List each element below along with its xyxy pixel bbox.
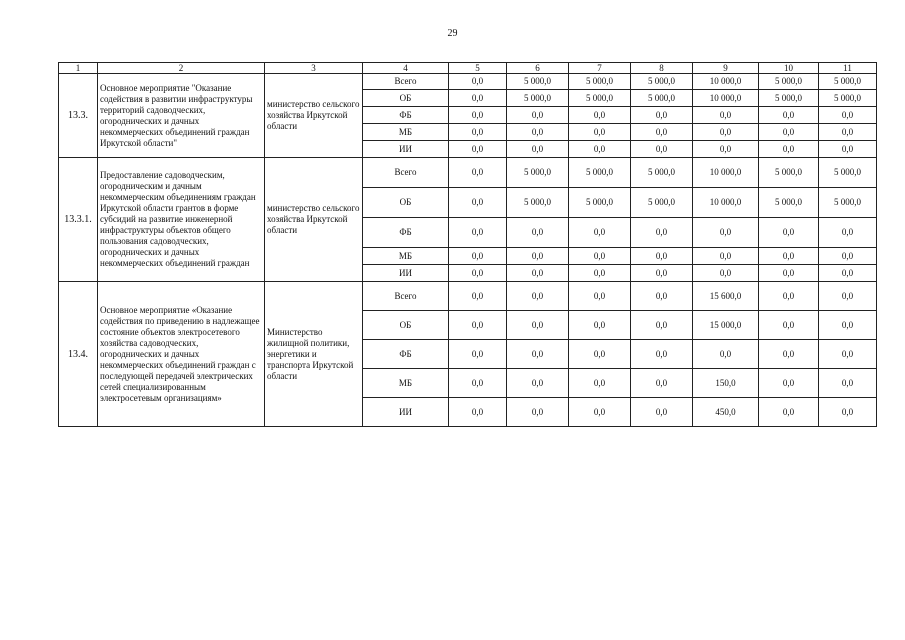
- funding-value: 0,0: [449, 248, 507, 265]
- funding-value: 0,0: [569, 124, 631, 141]
- funding-value: 0,0: [631, 124, 693, 141]
- funding-source: ОБ: [363, 311, 449, 340]
- funding-value: 0,0: [819, 218, 877, 248]
- funding-value: 0,0: [569, 265, 631, 282]
- funding-value: 0,0: [449, 141, 507, 158]
- funding-value: 0,0: [569, 398, 631, 427]
- funding-value: 0,0: [819, 141, 877, 158]
- funding-value: 0,0: [631, 107, 693, 124]
- funding-value: 0,0: [759, 398, 819, 427]
- funding-value: 0,0: [449, 218, 507, 248]
- funding-value: 0,0: [819, 107, 877, 124]
- section-code: 13.3.: [59, 74, 98, 158]
- funding-value: 0,0: [449, 124, 507, 141]
- column-header: 4: [363, 63, 449, 74]
- column-header: 9: [693, 63, 759, 74]
- column-header: 5: [449, 63, 507, 74]
- funding-value: 0,0: [507, 340, 569, 369]
- funding-value: 0,0: [631, 282, 693, 311]
- funding-source: ИИ: [363, 141, 449, 158]
- funding-value: 0,0: [693, 218, 759, 248]
- column-header: 2: [98, 63, 265, 74]
- column-header: 1: [59, 63, 98, 74]
- funding-source: ИИ: [363, 398, 449, 427]
- funding-value: 10 000,0: [693, 90, 759, 107]
- funding-value: 0,0: [631, 398, 693, 427]
- funding-value: 5 000,0: [819, 158, 877, 188]
- column-header: 11: [819, 63, 877, 74]
- funding-value: 0,0: [759, 218, 819, 248]
- funding-value: 0,0: [759, 107, 819, 124]
- funding-value: 0,0: [631, 265, 693, 282]
- funding-value: 0,0: [449, 74, 507, 90]
- section-executor: министерство сельского хозяйства Иркутской области: [265, 74, 363, 158]
- funding-value: 0,0: [507, 282, 569, 311]
- page-number: 29: [447, 28, 458, 39]
- funding-value: 5 000,0: [507, 90, 569, 107]
- funding-value: 0,0: [569, 282, 631, 311]
- funding-value: 0,0: [569, 311, 631, 340]
- funding-value: 0,0: [819, 265, 877, 282]
- table-row: [59, 158, 877, 188]
- funding-value: 0,0: [507, 398, 569, 427]
- funding-value: 15 600,0: [693, 282, 759, 311]
- funding-value: 0,0: [819, 311, 877, 340]
- funding-source: МБ: [363, 369, 449, 398]
- funding-value: 5 000,0: [631, 158, 693, 188]
- funding-source: ФБ: [363, 107, 449, 124]
- funding-value: 0,0: [507, 141, 569, 158]
- funding-value: 0,0: [759, 282, 819, 311]
- funding-value: 0,0: [449, 265, 507, 282]
- funding-source: МБ: [363, 124, 449, 141]
- funding-value: 5 000,0: [569, 90, 631, 107]
- funding-value: 5 000,0: [631, 90, 693, 107]
- funding-value: 0,0: [693, 265, 759, 282]
- funding-value: 0,0: [569, 340, 631, 369]
- funding-value: 0,0: [693, 124, 759, 141]
- funding-value: 0,0: [693, 248, 759, 265]
- funding-source: ОБ: [363, 90, 449, 107]
- column-header: 6: [507, 63, 569, 74]
- funding-value: 0,0: [507, 248, 569, 265]
- section-code: 13.3.1.: [59, 158, 98, 282]
- funding-value: 5 000,0: [759, 158, 819, 188]
- funding-source: ФБ: [363, 340, 449, 369]
- funding-value: 0,0: [631, 311, 693, 340]
- funding-value: 0,0: [819, 340, 877, 369]
- section-code: 13.4.: [59, 282, 98, 427]
- funding-value: 0,0: [507, 311, 569, 340]
- funding-value: 0,0: [449, 90, 507, 107]
- column-header: 3: [265, 63, 363, 74]
- funding-value: 5 000,0: [569, 188, 631, 218]
- funding-value: 5 000,0: [819, 188, 877, 218]
- funding-value: 0,0: [759, 265, 819, 282]
- funding-value: 0,0: [449, 369, 507, 398]
- funding-value: 0,0: [819, 124, 877, 141]
- funding-value: 0,0: [449, 398, 507, 427]
- funding-value: 0,0: [449, 340, 507, 369]
- funding-value: 0,0: [569, 369, 631, 398]
- funding-source: Всего: [363, 282, 449, 311]
- funding-value: 0,0: [507, 107, 569, 124]
- funding-value: 5 000,0: [819, 74, 877, 90]
- funding-value: 0,0: [693, 107, 759, 124]
- funding-value: 0,0: [631, 248, 693, 265]
- funding-value: 0,0: [569, 218, 631, 248]
- funding-value: 0,0: [569, 107, 631, 124]
- funding-source: Всего: [363, 158, 449, 188]
- funding-value: 5 000,0: [569, 158, 631, 188]
- section-name: Предоставление садоводческим, огородническим и дачным некоммерческим объединениям граждан Иркутской области грантов в форме субсидий на развитие инженерной инфраструктуры объектов общего пользования садоводческих, огороднических и дачных некоммерческих объединений граждан: [98, 158, 265, 282]
- funding-value: 0,0: [759, 248, 819, 265]
- funding-value: 5 000,0: [507, 188, 569, 218]
- column-header: 10: [759, 63, 819, 74]
- funding-value: 0,0: [569, 141, 631, 158]
- funding-value: 0,0: [759, 141, 819, 158]
- section-name: Основное мероприятие "Оказание содействия в развитии инфраструктуры территорий садоводческих, огороднических и дачных некоммерческих объединений граждан Иркутской области": [98, 74, 265, 158]
- funding-value: 0,0: [449, 282, 507, 311]
- funding-value: 0,0: [819, 398, 877, 427]
- table-row: [59, 74, 877, 90]
- program-table: [58, 62, 877, 427]
- funding-source: ИИ: [363, 265, 449, 282]
- table-row: [59, 282, 877, 311]
- funding-value: 10 000,0: [693, 188, 759, 218]
- section-executor: Министерство жилищной политики, энергетики и транспорта Иркутской области: [265, 282, 363, 427]
- funding-value: 0,0: [693, 340, 759, 369]
- funding-value: 0,0: [569, 248, 631, 265]
- section-executor: министерство сельского хозяйства Иркутской области: [265, 158, 363, 282]
- funding-value: 0,0: [759, 311, 819, 340]
- funding-value: 0,0: [631, 218, 693, 248]
- funding-source: Всего: [363, 74, 449, 90]
- funding-value: 0,0: [449, 158, 507, 188]
- funding-value: 0,0: [507, 124, 569, 141]
- funding-value: 15 000,0: [693, 311, 759, 340]
- funding-value: 5 000,0: [759, 188, 819, 218]
- section-name: Основное мероприятие «Оказание содействия по приведению в надлежащее состояние объектов электросетевого хозяйства садоводческих, огороднических и дачных некоммерческих объединений граждан с последующей передачей электрических сетей специализированным электросетевым организациям»: [98, 282, 265, 427]
- funding-value: 0,0: [759, 124, 819, 141]
- funding-value: 0,0: [759, 369, 819, 398]
- funding-value: 5 000,0: [759, 74, 819, 90]
- funding-value: 0,0: [507, 369, 569, 398]
- funding-source: МБ: [363, 248, 449, 265]
- funding-value: 0,0: [507, 265, 569, 282]
- funding-source: ОБ: [363, 188, 449, 218]
- funding-value: 5 000,0: [569, 74, 631, 90]
- funding-value: 0,0: [759, 340, 819, 369]
- funding-value: 5 000,0: [759, 90, 819, 107]
- funding-value: 0,0: [693, 141, 759, 158]
- funding-value: 0,0: [449, 311, 507, 340]
- funding-value: 0,0: [507, 218, 569, 248]
- funding-value: 450,0: [693, 398, 759, 427]
- funding-value: 0,0: [819, 248, 877, 265]
- funding-value: 0,0: [449, 188, 507, 218]
- funding-value: 10 000,0: [693, 158, 759, 188]
- funding-value: 0,0: [819, 282, 877, 311]
- header-row: [59, 63, 877, 74]
- funding-value: 5 000,0: [631, 74, 693, 90]
- funding-value: 5 000,0: [507, 74, 569, 90]
- funding-value: 150,0: [693, 369, 759, 398]
- column-header: 8: [631, 63, 693, 74]
- funding-value: 0,0: [631, 340, 693, 369]
- funding-value: 10 000,0: [693, 74, 759, 90]
- funding-value: 0,0: [449, 107, 507, 124]
- funding-value: 0,0: [631, 369, 693, 398]
- funding-value: 5 000,0: [631, 188, 693, 218]
- funding-value: 5 000,0: [507, 158, 569, 188]
- funding-value: 0,0: [631, 141, 693, 158]
- funding-value: 0,0: [819, 369, 877, 398]
- column-header: 7: [569, 63, 631, 74]
- funding-value: 5 000,0: [819, 90, 877, 107]
- funding-source: ФБ: [363, 218, 449, 248]
